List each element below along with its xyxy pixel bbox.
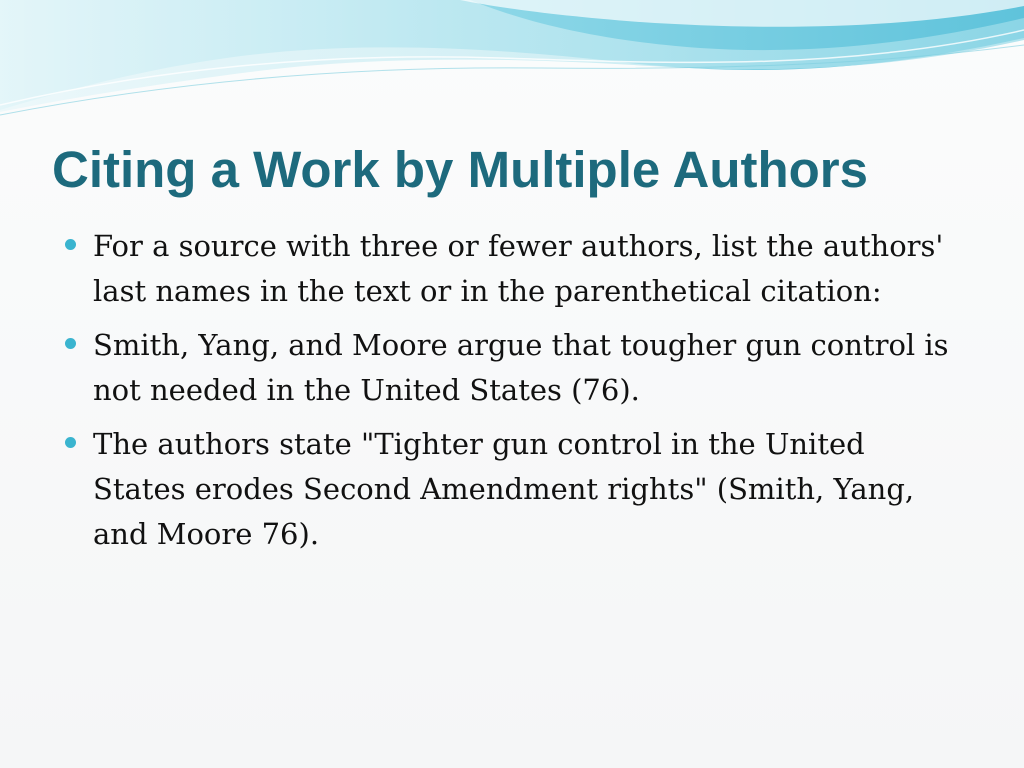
bullet-dot-icon: [65, 437, 76, 448]
wave-header-decoration: [0, 0, 1024, 130]
bullet-text: For a source with three or fewer authors, list the authors' last names in the text or in the parenthetical citation:: [93, 229, 944, 308]
bullet-text: Smith, Yang, and Moore argue that tougher gun control is not needed in the United States (76).: [93, 328, 949, 407]
bullet-list: [62, 224, 962, 566]
bullet-dot-icon: [65, 239, 76, 250]
bullet-text: The authors state "Tighter gun control in the United States erodes Second Amendment rights" (Smith, Yang, and Moore 76).: [93, 427, 915, 551]
slide-title: Citing a Work by Multiple Authors: [52, 141, 868, 198]
bullet-dot-icon: [65, 338, 76, 349]
bullet-item: [62, 422, 962, 557]
bullet-item: [62, 224, 962, 314]
bullet-item: [62, 323, 962, 413]
